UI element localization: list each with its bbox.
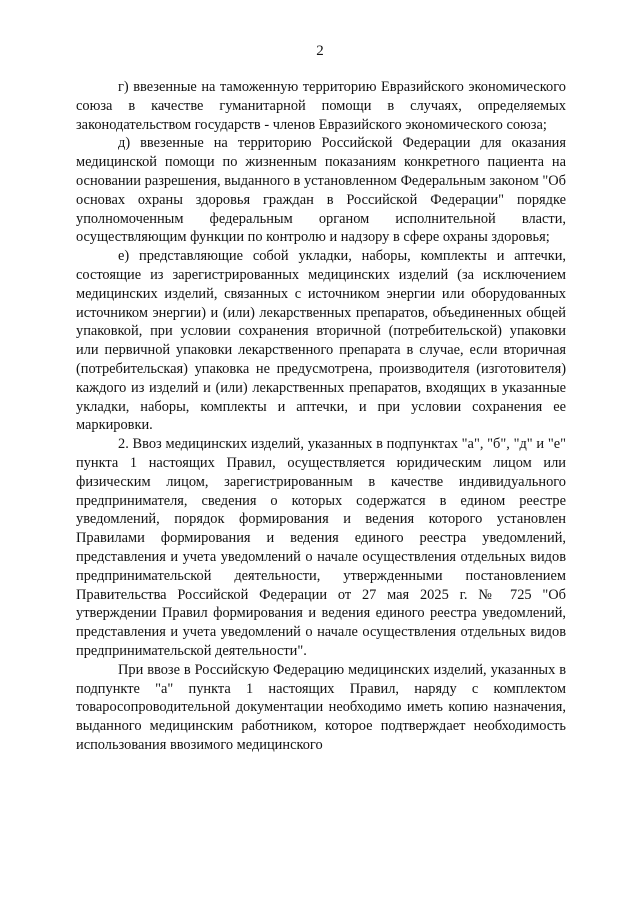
paragraph-subitem-g: г) ввезенные на таможенную территорию Евразийского экономического союза в качестве гуманитарной помощи в случаях, определяемых законодательством государств - членов Евразийского экономического союза; xyxy=(76,79,566,133)
paragraph-import-requirements: При ввозе в Российскую Федерацию медицинских изделий, указанных в подпункте "а" пункта 1 настоящих Правил, наряду с комплектом товаросопроводительной документации необходимо иметь копию назначения, выданного медицинским работником, которое подтверждает необходимость использования ввозимого медицинского xyxy=(76,661,566,753)
paragraph-subitem-d: д) ввезенные на территорию Российской Федерации для оказания медицинской помощи по жизненным показаниям конкретного пациента на основании разрешения, выданного в установленном Федеральным законом "Об основах охраны здоровья граждан в Российской Федерации" порядке уполномоченным федеральным органом исполнительной власти, осуществляющим функции по контролю и надзору в сфере охраны здоровья; xyxy=(76,135,566,246)
page-number: 2 xyxy=(316,43,324,59)
document-body xyxy=(76,78,566,755)
paragraph-item-2: 2. Ввоз медицинских изделий, указанных в подпунктах "а", "б", "д" и "е" пункта 1 настоящих Правил, осуществляется юридическим лицом или физическим лицом, зарегистрированным в качестве индивидуального предпринимателя, сведения о которых содержатся в едином реестре уведомлений, порядок формирования и ведения которого установлен Правилами формирования и ведения единого реестра уведомлений, представления и учета уведомлений о начале осуществления отдельных видов предпринимательской деятельности, утвержденными постановлением Правительства Российской Федерации от 27 мая 2025 г. № 725 "Об утверждении Правил формирования и ведения единого реестра уведомлений, представления и учета уведомлений о начале осуществления отдельных видов предпринимательской деятельности". xyxy=(76,436,566,659)
paragraph-subitem-e: е) представляющие собой укладки, наборы, комплекты и аптечки, состоящие из зарегистрированных медицинских изделий (за исключением медицинских изделий, связанных с источником энергии или оборудованных источником энергии) и (или) лекарственных препаратов, объединенных общей упаковкой, при условии сохранения вторичной (потребительской) упаковки или первичной упаковки лекарственного препарата в случае, если вторичная (потребительская) упаковка не предусмотрена, производителя (изготовителя) каждого из изделий и (или) лекарственных препаратов, входящих в указанные укладки, наборы, комплекты и аптечки, и при условии сохранения ее маркировки. xyxy=(76,248,566,434)
